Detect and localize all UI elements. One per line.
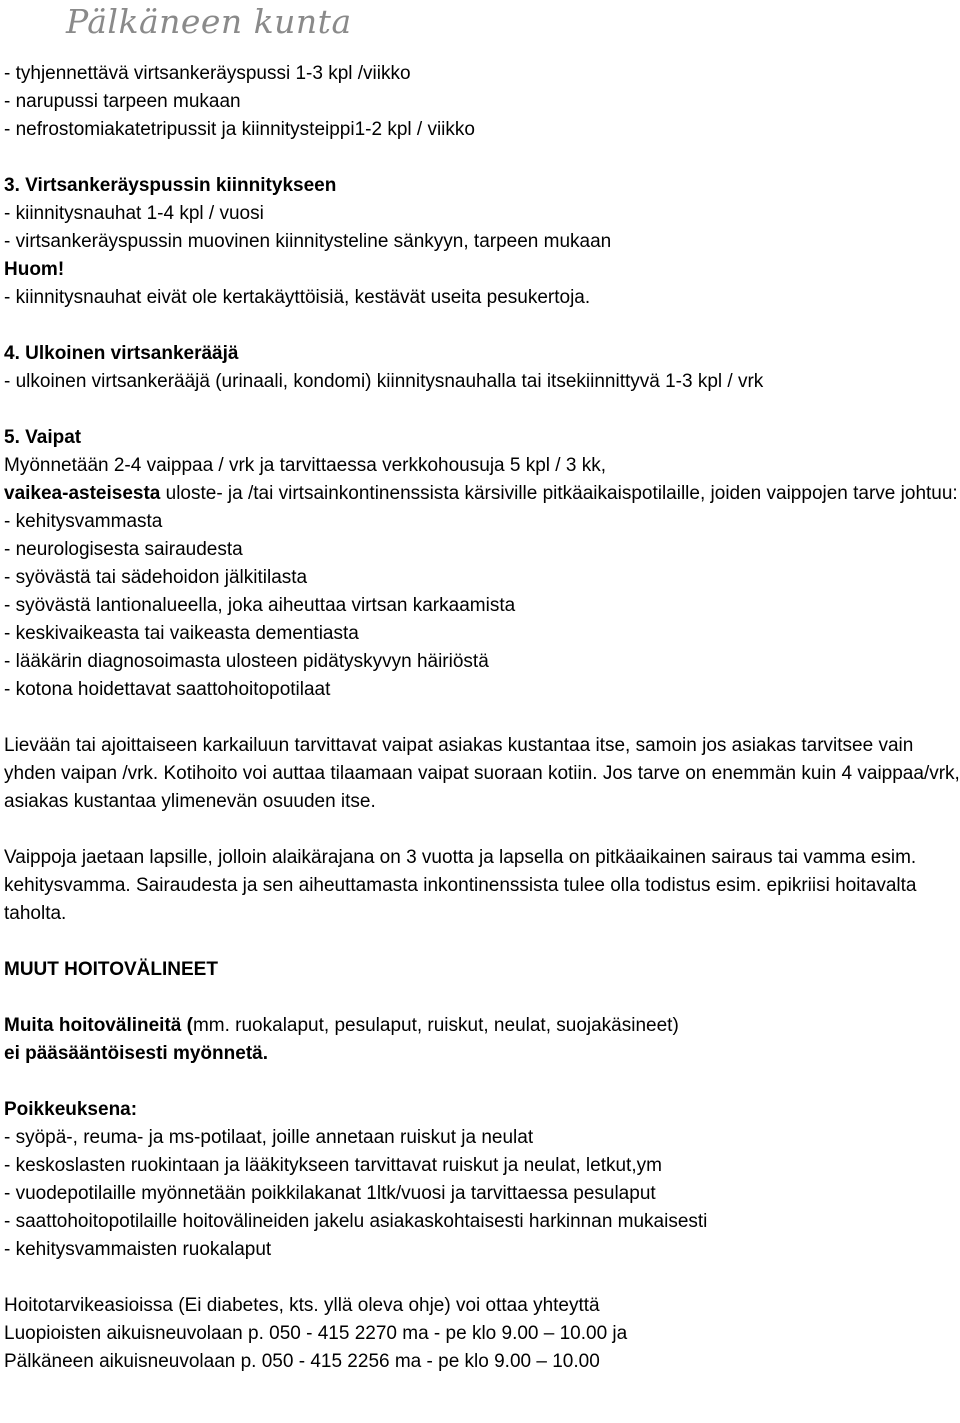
contact-line: Luopioisten aikuisneuvolaan p. 050 - 415 2270 ma - pe klo 9.00 – 10.00 ja — [4, 1323, 628, 1344]
list-item: - syövästä tai sädehoidon jälkitilasta — [4, 567, 308, 588]
list-item: - syöpä-, reuma- ja ms-potilaat, joille annetaan ruiskut ja neulat — [4, 1127, 534, 1148]
list-item: - kehitysvammaisten ruokalaput — [4, 1239, 272, 1260]
section-text: - ulkoinen virtsankerääjä (urinaali, kondomi) kiinnitysnauhalla tai itsekiinnittyvä 1-3 kpl / vrk — [4, 371, 764, 392]
paragraph: Vaippoja jaetaan lapsille, jolloin alaikärajana on 3 vuotta ja lapsella on pitkäaikainen sairaus tai vamma esim. kehitysvamma. Sairaudesta ja sen aiheuttamasta inkontinenssista tulee olla todistus esim. epikriisi hoitavalta taholta. — [4, 847, 917, 924]
section-heading: 5. Vaipat — [4, 427, 82, 448]
list-item: - lääkärin diagnosoimasta ulosteen pidätyskyvyn häiriöstä — [4, 651, 489, 672]
list-item: - kiinnitysnauhat 1-4 kpl / vuosi — [4, 203, 264, 224]
list-item: - neurologisesta sairaudesta — [4, 539, 243, 560]
list-item: - narupussi tarpeen mukaan — [4, 91, 241, 112]
list-item: - vuodepotilaille myönnetään poikkilakanat 1ltk/vuosi ja tarvittaessa pesulaput — [4, 1183, 656, 1204]
other-supplies-text: Muita hoitovälineitä (mm. ruokalaput, pesulaput, ruiskut, neulat, suojakäsineet) — [4, 1015, 679, 1036]
section-heading: MUUT HOITOVÄLINEET — [4, 959, 218, 980]
list-item: - syövästä lantionalueella, joka aiheuttaa virtsan karkaamista — [4, 595, 516, 616]
list-item: - keskivaikeasta tai vaikeasta dementiasta — [4, 623, 359, 644]
list-item: - keskoslasten ruokintaan ja lääkitykseen tarvittavat ruiskut ja neulat, letkut,ym — [4, 1155, 662, 1176]
list-item: - kehitysvammasta — [4, 511, 163, 532]
other-supplies-note: ei pääsääntöisesti myönnetä. — [4, 1043, 268, 1064]
paragraph: Lievään tai ajoittaiseen karkailuun tarvittavat vaipat asiakas kustantaa itse, samoin jos asiakas tarvitsee vain yhden vaipan /vrk. Kotihoito voi auttaa tilaamaan vaipat suoraan kotiin. Jos tarve on enemmän kuin 4 vaippaa/vrk, asiakas kustantaa ylimenevän osuuden itse. — [4, 735, 960, 812]
list-item: - virtsankeräyspussin muovinen kiinnitysteline sänkyyn, tarpeen mukaan — [4, 231, 612, 252]
section-heading: 3. Virtsankeräyspussin kiinnitykseen — [4, 175, 337, 196]
note-label: Huom! — [4, 259, 65, 280]
section-heading: 4. Ulkoinen virtsankerääjä — [4, 343, 239, 364]
section-intro-continued: vaikea-asteisesta uloste- ja /tai virtsainkontinenssista kärsiville pitkäaikaispotilaille, joiden vaippojen tarve johtuu: — [4, 483, 958, 504]
list-item: - nefrostomiakatetripussit ja kiinnitysteippi1-2 kpl / viikko — [4, 119, 475, 140]
document-body — [4, 60, 960, 1376]
section-intro: Myönnetään 2-4 vaippaa / vrk ja tarvittaessa verkkohousuja 5 kpl / 3 kk, — [4, 455, 606, 476]
municipality-logo: Pälkäneen kunta — [66, 2, 352, 41]
list-item: - kotona hoidettavat saattohoitopotilaat — [4, 679, 331, 700]
contact-line: Pälkäneen aikuisneuvolaan p. 050 - 415 2256 ma - pe klo 9.00 – 10.00 — [4, 1351, 600, 1372]
contact-line: Hoitotarvikeasioissa (Ei diabetes, kts. yllä oleva ohje) voi ottaa yhteyttä — [4, 1295, 600, 1316]
note-text: - kiinnitysnauhat eivät ole kertakäyttöisiä, kestävät useita pesukertoja. — [4, 287, 591, 308]
exceptions-label: Poikkeuksena: — [4, 1099, 138, 1120]
list-item: - saattohoitopotilaille hoitovälineiden jakelu asiakaskohtaisesti harkinnan mukaisesti — [4, 1211, 708, 1232]
list-item: - tyhjennettävä virtsankeräyspussi 1-3 kpl /viikko — [4, 63, 411, 84]
